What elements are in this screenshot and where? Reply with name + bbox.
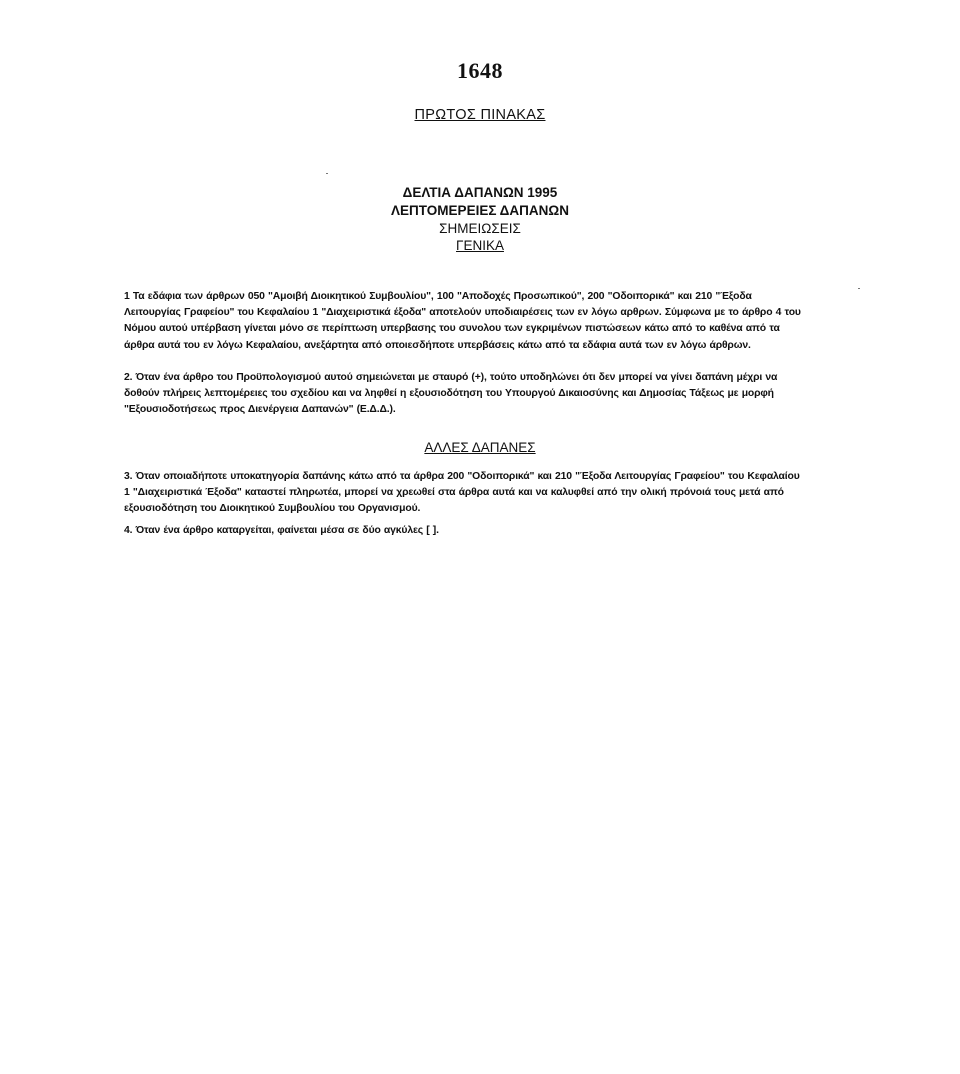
heading-notes: ΣΗΜΕΙΩΣΕΙΣ xyxy=(439,221,521,236)
note-paragraph-2: 2. Όταν ένα άρθρο του Προϋπολογισμού αυτού σημειώνεται με σταυρό (+), τούτο υποδηλώνει ότι δεν μπορεί να γίνει δαπάνη μέχρι να δοθούν πλήρεις λεπτομέρειες του σχεδίου και να ληφθεί η εξουσιοδότηση του Υπουργού Δικαιοσύνης και Δημοσίας Τάξεως με μορφή "Εξουσιοδοτήσεως προς Διενέργεια Δαπανών" (Ε.Δ.Δ.). xyxy=(124,372,778,416)
scan-speck xyxy=(326,173,328,174)
scan-speck xyxy=(858,288,860,289)
note-paragraph-1: 1 Τα εδάφια των άρθρων 050 "Αμοιβή Διοικητικού Συμβουλίου", 100 "Αποδοχές Προσωπικού", 200 "Οδοιπορικά" και 210 "Έξοδα Λειτουργίας Γραφείου" του Κεφαλαίου 1 "Διαχειριστικά έξοδα" αποτελούν υποδιαιρέσεις των εν λόγω αρθρων. Σύμφωνα με το άρθρο 4 του Νόμου αυτού υπέρβαση γίνεται μόνο σε περίπτωση υπερβασης του συνολου των εγκριμένων πιστώσεων κάτω από το καθένα από τα άρθρα αυτά του εν λόγω Κεφαλαίου, ανεξάρτητα από οποιεσδήποτε υπερβάσεις κάτω από τα εδάφια αυτά των εν λόγω άρθρων. xyxy=(124,291,801,351)
heading-expense-details: ΛΕΠΤΟΜΕΡΕΙΕΣ ΔΑΠΑΝΩΝ xyxy=(391,203,569,218)
heading-other-expenses: ΑΛΛΕΣ ΔΑΠΑΝΕΣ xyxy=(424,440,536,455)
note-paragraph-3: 3. Όταν οποιαδήποτε υποκατηγορία δαπάνης κάτω από τα άρθρα 200 "Οδοιπορικά" και 210 "Έξοδα Λειτουργίας Γραφείου" του Κεφαλαίου 1 "Διαχειριστικά Έξοδα" καταστεί πληρωτέα, μπορεί να χρεωθεί στα άρθρα αυτά και να καλυφθεί από την ολική πρόνοιά τους μετά από εξουσιοδότηση του Διοικητικού Συμβουλίου του Οργανισμού. xyxy=(124,471,800,515)
heading-expense-slips: ΔΕΛΤΙΑ ΔΑΠΑΝΩΝ 1995 xyxy=(402,185,558,200)
note-paragraph-4: 4. Όταν ένα άρθρο καταργείται, φαίνεται μέσα σε δύο αγκύλες [ ]. xyxy=(124,525,439,536)
table-title: ΠΡΩΤΟΣ ΠΙΝΑΚΑΣ xyxy=(414,107,546,123)
heading-general: ΓΕΝΙΚΑ xyxy=(456,238,504,253)
page-number: 1648 xyxy=(457,58,503,83)
